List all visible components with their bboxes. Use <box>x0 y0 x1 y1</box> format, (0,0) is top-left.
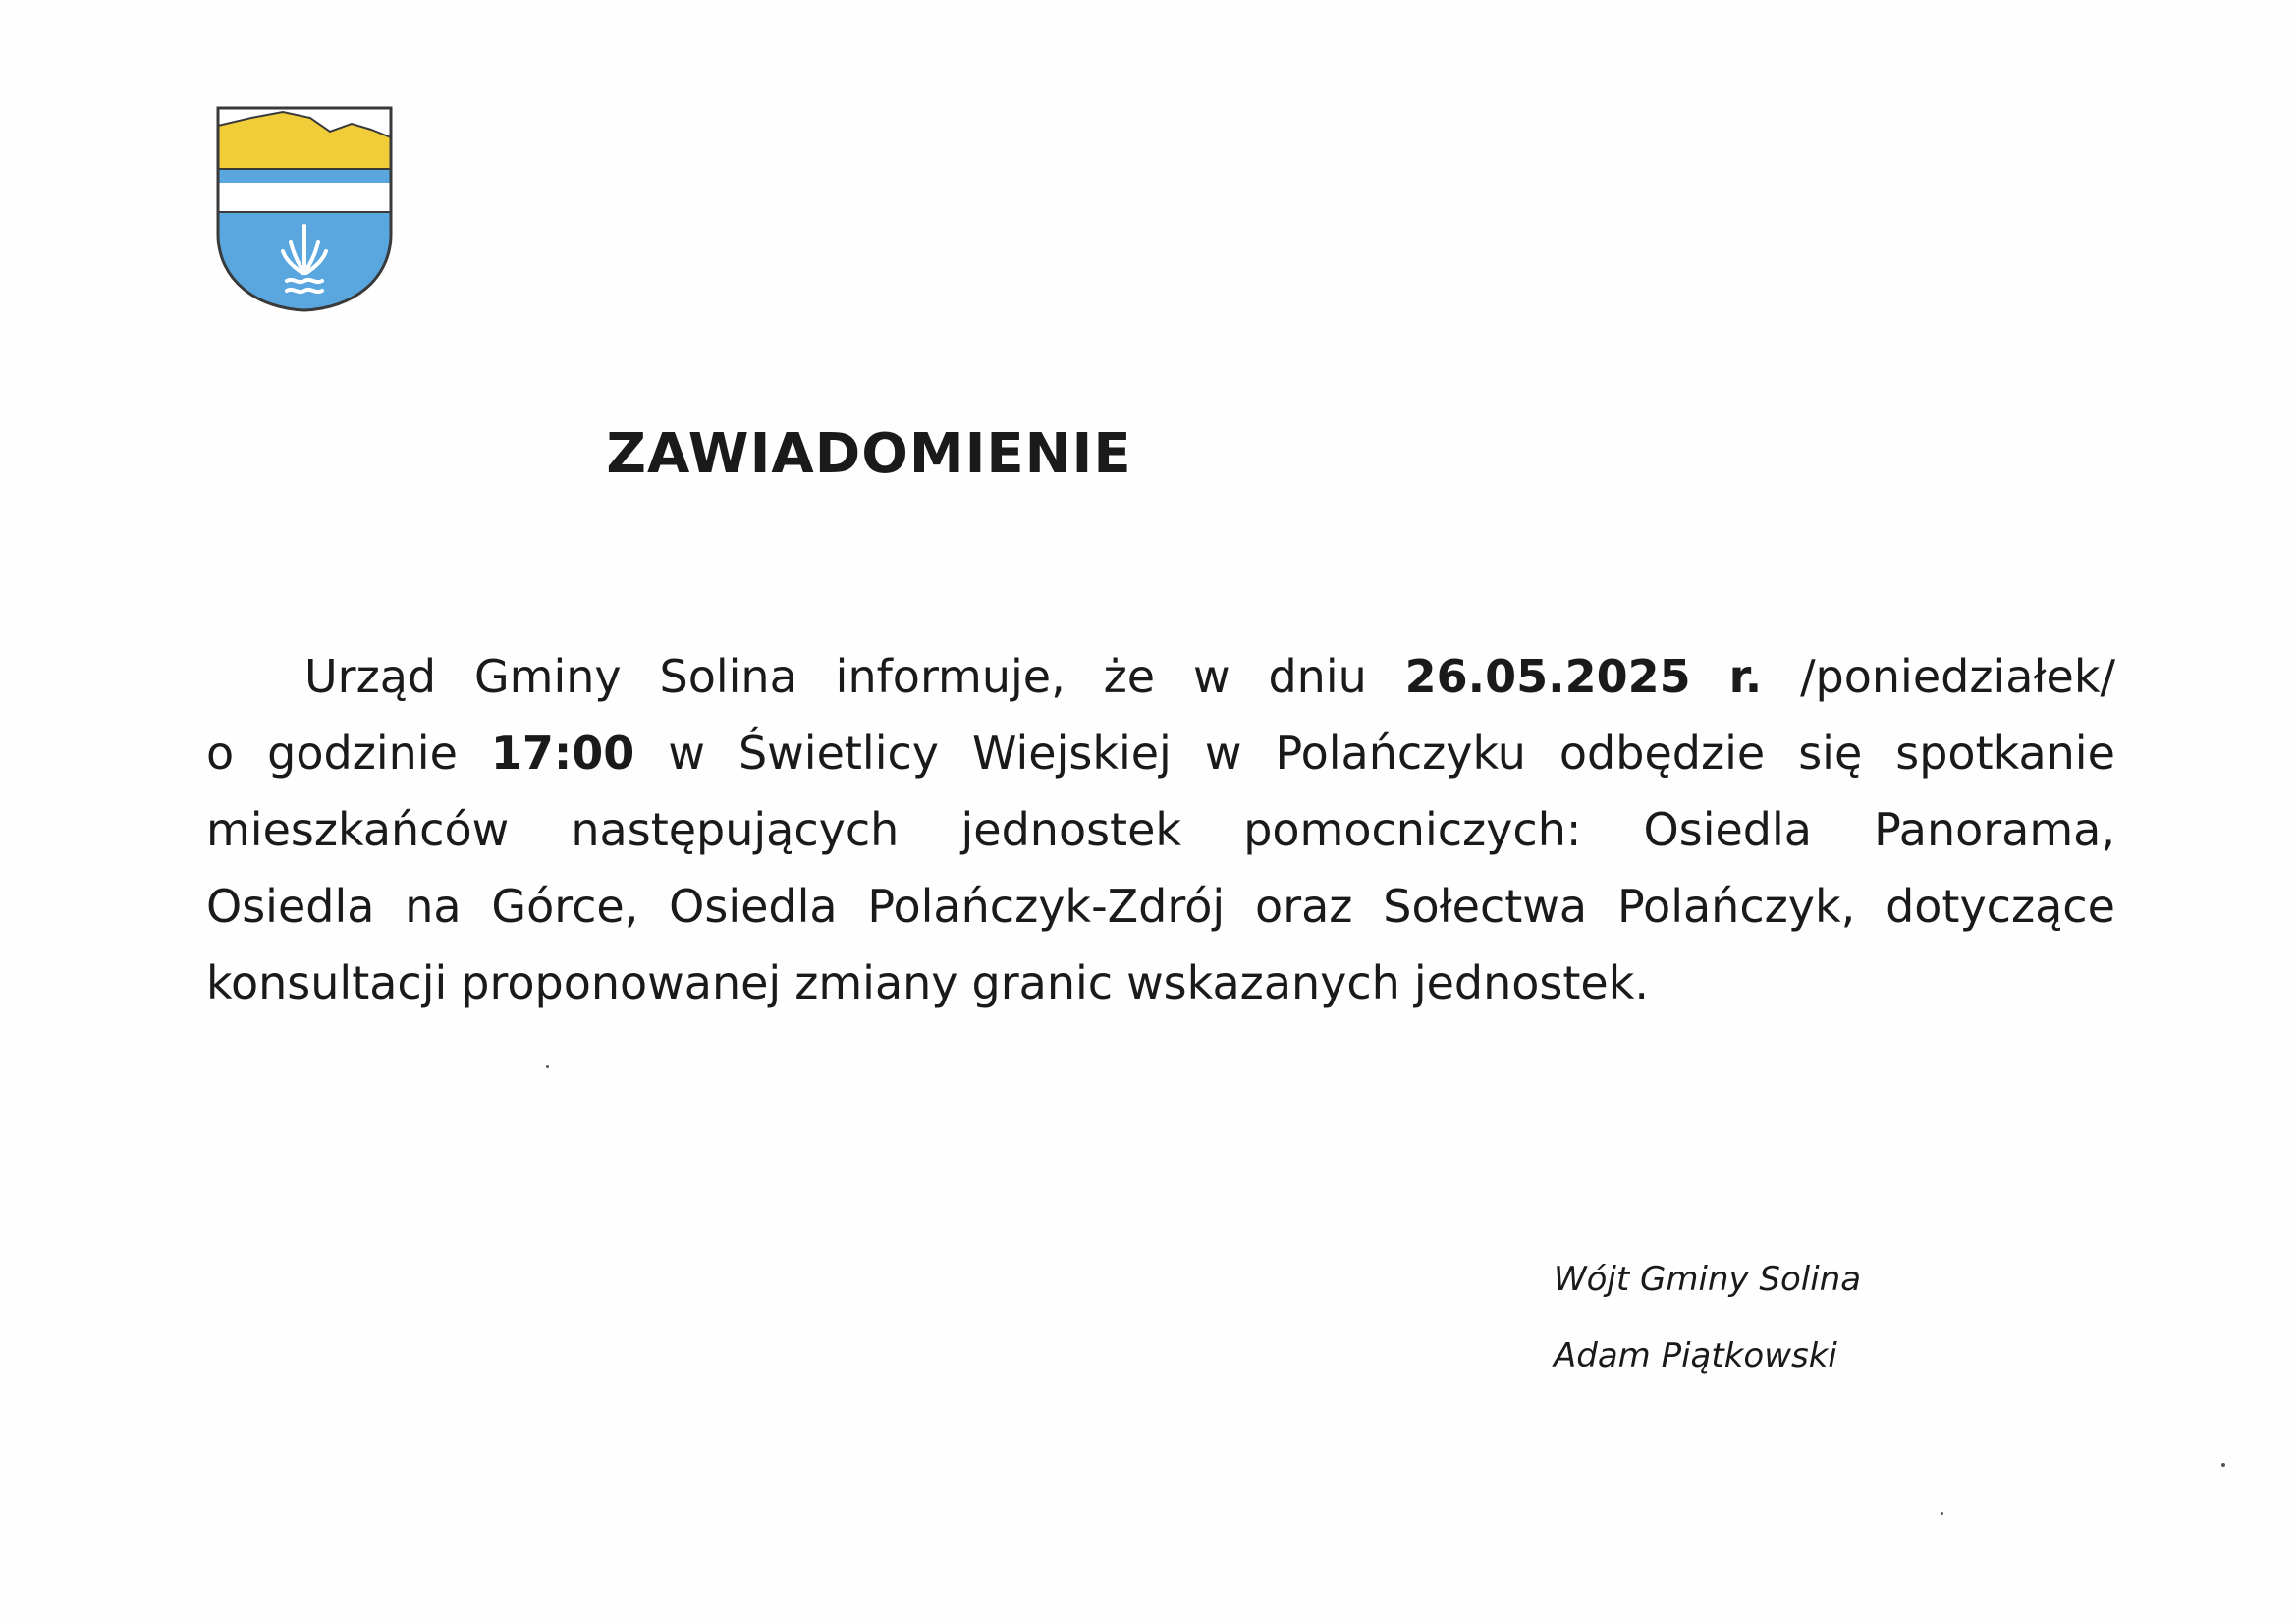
body-word: godzinie <box>267 727 458 780</box>
body-word: Gminy <box>474 650 622 703</box>
body-line <box>206 791 2115 868</box>
body-word: mieszkańców <box>206 803 510 856</box>
body-word: dniu <box>1268 650 1367 703</box>
coat-of-arms-logo <box>214 104 395 314</box>
emphasized-word: 26.05.2025 <box>1404 650 1691 703</box>
body-word: wskazanych <box>1126 956 1400 1009</box>
body-word: zmiany <box>794 956 958 1009</box>
body-word: jednostek <box>960 803 1182 856</box>
body-word: odbędzie <box>1558 727 1766 780</box>
body-word: Sołectwa <box>1383 880 1588 933</box>
body-line <box>206 945 2115 1021</box>
body-word: konsultacji <box>206 956 448 1009</box>
body-word: jednostek. <box>1413 956 1649 1009</box>
emphasized-word: 17:00 <box>490 727 635 780</box>
signatory-name: Adam Piątkowski <box>1554 1336 1837 1376</box>
scan-speck <box>1941 1512 1943 1515</box>
body-word: Osiedla <box>206 880 375 933</box>
body-word: Wiejskiej <box>972 727 1172 780</box>
body-word: Osiedla <box>1643 803 1812 856</box>
document-title: ZAWIADOMIENIE <box>606 422 1132 486</box>
signature-block <box>1554 1241 1861 1394</box>
body-word: Panorama, <box>1874 803 2115 856</box>
body-word: granic <box>971 956 1114 1009</box>
body-word: na <box>405 880 462 933</box>
notice-body <box>206 638 2115 1021</box>
body-word: pomocniczych: <box>1243 803 1582 856</box>
body-word: Osiedla <box>669 880 838 933</box>
emphasized-word: r. <box>1728 650 1763 703</box>
scan-speck <box>546 1065 549 1068</box>
body-line <box>206 715 2115 791</box>
signatory-position: Wójt Gminy Solina <box>1554 1260 1862 1299</box>
body-line <box>206 868 2115 945</box>
body-word: Górce, <box>491 880 639 933</box>
body-word: Polańczyk-Zdrój <box>867 880 1226 933</box>
body-word: o <box>206 727 235 780</box>
body-word: proponowanej <box>461 956 782 1009</box>
body-word: w <box>668 727 705 780</box>
body-word: Świetlicy <box>738 727 939 780</box>
body-word: Polańczyku <box>1275 727 1526 780</box>
body-word: w <box>1204 727 1242 780</box>
body-word: w <box>1192 650 1230 703</box>
body-word: Polańczyk, <box>1616 880 1856 933</box>
body-word: spotkanie <box>1895 727 2115 780</box>
body-line <box>206 638 2115 715</box>
body-word: Urząd <box>304 650 437 703</box>
scan-speck <box>2221 1463 2225 1467</box>
body-word: Solina <box>659 650 797 703</box>
body-word: /poniedziałek/ <box>1800 650 2115 703</box>
body-word: dotyczące <box>1886 880 2115 933</box>
body-word: że <box>1103 650 1156 703</box>
body-word: informuje, <box>835 650 1066 703</box>
body-word: oraz <box>1255 880 1353 933</box>
body-word: się <box>1798 727 1863 780</box>
body-word: następujących <box>571 803 900 856</box>
